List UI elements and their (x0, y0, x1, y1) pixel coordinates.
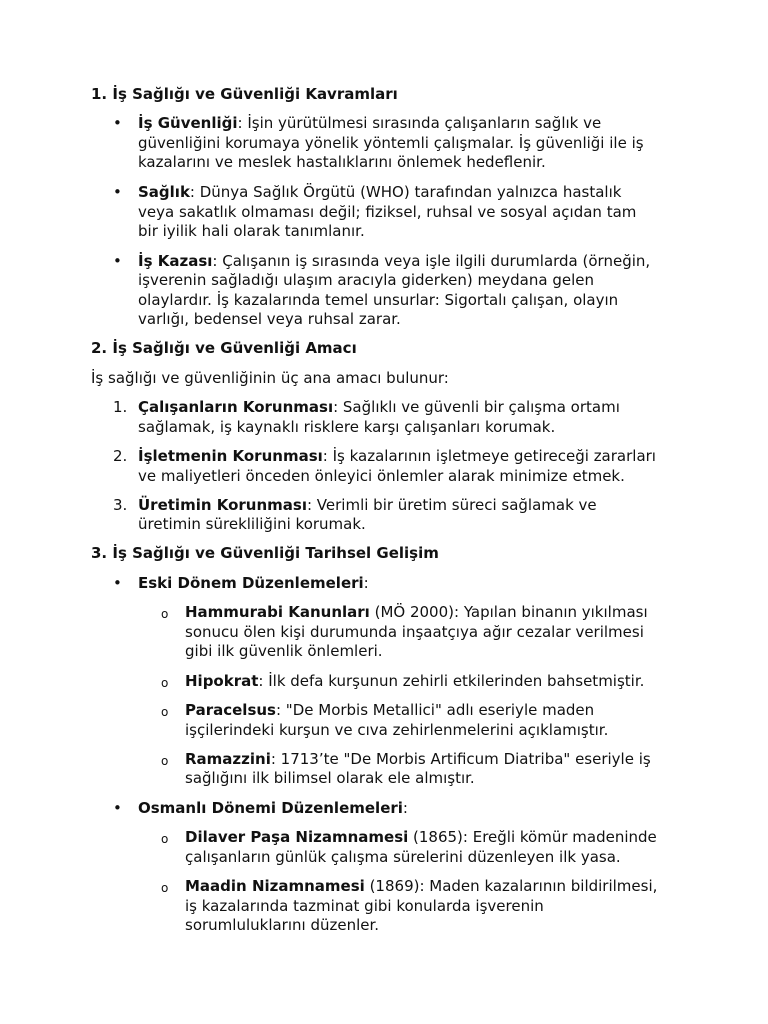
circle-marker: o (161, 832, 169, 846)
sub-list-item: Paracelsus: "De Morbis Metallici" adlı eseriyle maden (185, 701, 595, 719)
list-item-cont: kazalarını ve meslek hastalıklarını önlemek hedeflenir. (138, 153, 546, 171)
sub-list-item: Ramazzini: 1713’te "De Morbis Artificum Diatriba" eseriyle iş (185, 750, 651, 768)
sub-list-item: Hammurabi Kanunları (MÖ 2000): Yapılan binanın yıkılması (185, 603, 648, 621)
sub-list-item: Dilaver Paşa Nizamnamesi (1865): Ereğli kömür madeninde (185, 828, 657, 846)
bullet-marker: • (113, 799, 122, 817)
bullet-marker: • (113, 574, 122, 592)
sub-list-item-cont: gibi ilk güvenlik önlemleri. (185, 642, 383, 660)
group-title: Osmanlı Dönemi Düzenlemeleri: (138, 799, 408, 817)
list-item-cont: varlığı, bedensel veya ruhsal zarar. (138, 310, 401, 328)
circle-marker: o (161, 754, 169, 768)
list-item-cont: veya sakatlık olmaması değil; fiziksel, ruhsal ve sosyal açıdan tam (138, 203, 637, 221)
list-item-cont: bir iyilik hali olarak tanımlanır. (138, 222, 365, 240)
section-heading: 2. İş Sağlığı ve Güvenliği Amacı (91, 339, 357, 357)
sub-list-item-cont: sağlığını ilk bilimsel olarak ele almıştır. (185, 769, 475, 787)
sub-list-item-cont: işçilerindeki kurşun ve cıva zehirlenmelerini açıklamıştır. (185, 721, 609, 739)
circle-marker: o (161, 607, 169, 621)
section-heading: 3. İş Sağlığı ve Güvenliği Tarihsel Gelişim (91, 544, 439, 562)
bullet-marker: • (113, 114, 122, 132)
list-item-cont: üretimin sürekliliğini korumak. (138, 515, 366, 533)
list-item-cont: ve maliyetleri önceden önleyici önlemler alarak minimize etmek. (138, 467, 625, 485)
circle-marker: o (161, 676, 169, 690)
sub-list-item-cont: sorumluluklarını düzenler. (185, 916, 380, 934)
sub-list-item: Maadin Nizamnamesi (1869): Maden kazalarının bildirilmesi, (185, 877, 658, 895)
list-number: 3. (113, 496, 128, 514)
bullet-marker: • (113, 252, 122, 270)
list-item: İş Güvenliği: İşin yürütülmesi sırasında çalışanların sağlık ve (138, 114, 602, 132)
list-item: Çalışanların Korunması: Sağlıklı ve güvenli bir çalışma ortamı (138, 398, 620, 416)
sub-list-item-cont: iş kazalarında tazminat gibi konularda işverenin (185, 897, 544, 915)
sub-list-item: Hipokrat: İlk defa kurşunun zehirli etkilerinden bahsetmiştir. (185, 672, 645, 690)
sub-list-item-cont: sonucu ölen kişi durumunda inşaatçıya ağır cezalar verilmesi (185, 623, 644, 641)
circle-marker: o (161, 881, 169, 895)
list-number: 2. (113, 447, 128, 465)
intro-text: İş sağlığı ve güvenliğinin üç ana amacı bulunur: (91, 369, 449, 387)
list-item: Sağlık: Dünya Sağlık Örgütü (WHO) tarafından yalnızca hastalık (138, 183, 622, 201)
list-item: İş Kazası: Çalışanın iş sırasında veya işle ilgili durumlarda (örneğin, (138, 252, 651, 270)
list-item: Üretimin Korunması: Verimli bir üretim süreci sağlamak ve (138, 496, 597, 514)
circle-marker: o (161, 705, 169, 719)
list-item-cont: işverenin sağladığı ulaşım aracıyla giderken) meydana gelen (138, 271, 594, 289)
sub-list-item-cont: çalışanların günlük çalışma sürelerini düzenleyen ilk yasa. (185, 848, 621, 866)
bullet-marker: • (113, 183, 122, 201)
list-item: İşletmenin Korunması: İş kazalarının işletmeye getireceği zararları (138, 447, 656, 465)
list-item-cont: olaylardır. İş kazalarında temel unsurlar: Sigortalı çalışan, olayın (138, 291, 619, 309)
list-number: 1. (113, 398, 128, 416)
section-heading: 1. İş Sağlığı ve Güvenliği Kavramları (91, 85, 398, 103)
group-title: Eski Dönem Düzenlemeleri: (138, 574, 369, 592)
list-item-cont: sağlamak, iş kaynaklı risklere karşı çalışanları korumak. (138, 418, 556, 436)
list-item-cont: güvenliğini korumaya yönelik yöntemli çalışmalar. İş güvenliği ile iş (138, 134, 644, 152)
